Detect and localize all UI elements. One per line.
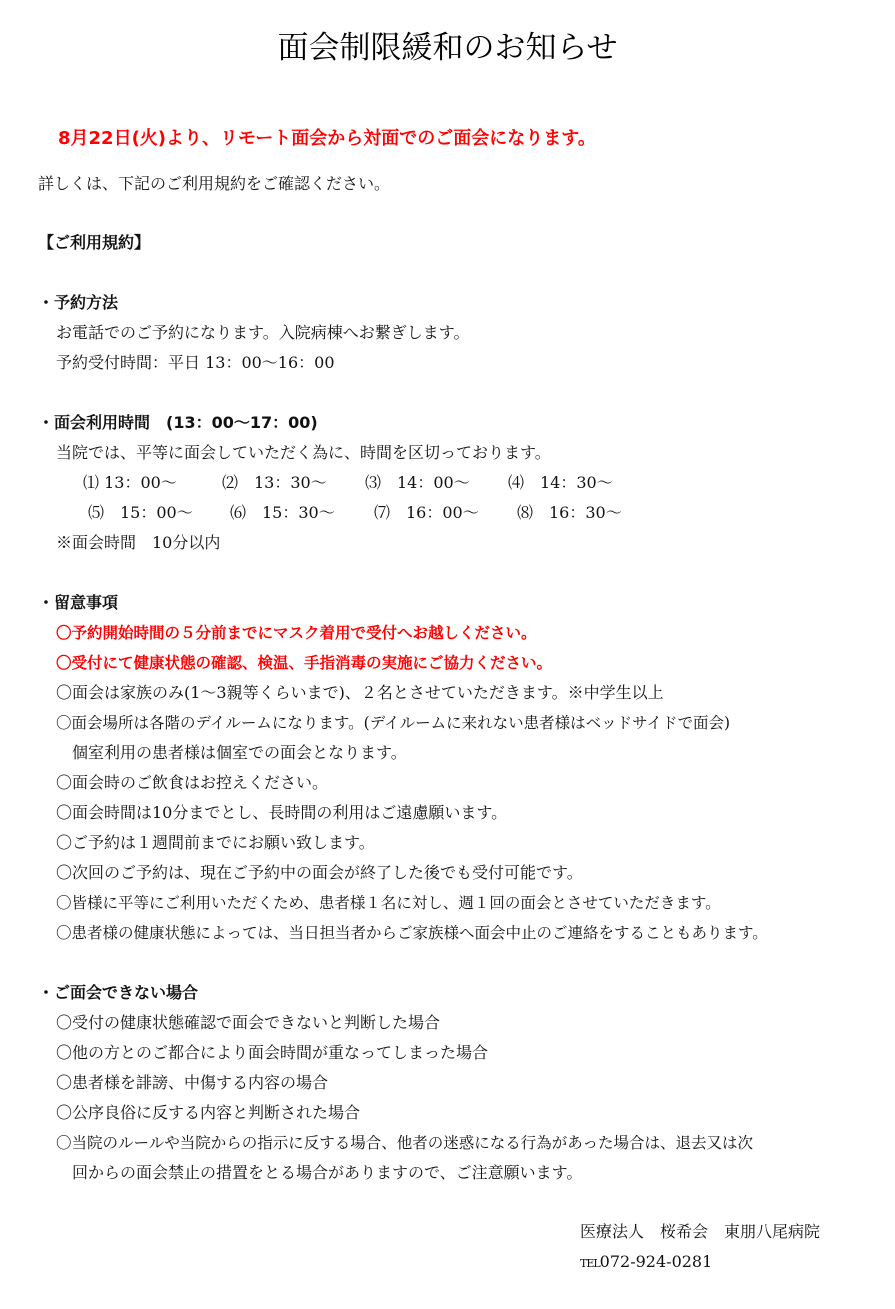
time-slot-8: ⑻ 16：30〜 [517,503,622,522]
notes-red-item-2: 〇受付にて健康状態の確認、検温、手指消毒の実施にご協力ください。 [56,654,553,672]
notes-item-5: 〇ご予約は１週間前までにお願い致します。 [56,833,375,852]
visiting-time-note: ※面会時間 10分以内 [56,533,221,552]
hospital-name: 医療法人 桜希会 東朋八尾病院 [580,1222,821,1241]
notes-heading: ・留意事項 [38,593,119,612]
page-title: 面会制限緩和のお知らせ [277,30,618,66]
notes-item-6: 〇次回のご予約は、現在ご予約中の面会が終了した後でも受付可能です。 [56,863,583,882]
intro-text: 詳しくは、下記のご利用規約をご確認ください。 [38,174,391,193]
reservation-line-1: お電話でのご予約になります。入院病棟へお繋ぎします。 [56,323,470,342]
time-slot-4: ⑷ 14：30〜 [508,473,613,492]
visiting-time-heading: ・面会利用時間 (13：00〜17：00) [38,413,318,432]
notes-item-2: 〇面会場所は各階のデイルームになります。(デイルームに来れない患者様はベッドサイドで面会) [56,714,731,732]
time-slot-1: ⑴ 13：00〜 [83,473,177,492]
not-allowed-item-2: 〇他の方とのご都合により面会時間が重なってしまった場合 [56,1043,489,1062]
reservation-heading: ・予約方法 [38,293,119,312]
time-slot-3: ⑶ 14：00〜 [365,473,470,492]
notes-red-item-1: 〇予約開始時間の５分前までにマスク着用で受付へお越しください。 [56,624,537,642]
notes-item-7: 〇皆様に平等にご利用いただくため、患者様１名に対し、週１回の面会とさせていただきます。 [56,894,721,912]
not-allowed-item-1: 〇受付の健康状態確認で面会できないと判断した場合 [56,1013,441,1032]
not-allowed-item-5-continued: 回からの面会禁止の措置をとる場合がありますので、ご注意願います。 [72,1163,583,1182]
notes-item-1: 〇面会は家族のみ(1〜3親等くらいまで)、２名とさせていただきます。※中学生以上 [56,683,664,702]
reservation-line-2: 予約受付時間：平日 13：00〜16：00 [56,353,335,372]
tel-label: TEL [580,1257,600,1270]
notes-item-4: 〇面会時間は10分までとし、長時間の利用はご遠慮願います。 [56,803,508,822]
visiting-time-description: 当院では、平等に面会していただく為に、時間を区切っております。 [56,443,551,462]
time-slot-5: ⑸ 15：00〜 [88,503,193,522]
time-slot-2: ⑵ 13：30〜 [222,473,327,492]
rules-heading: 【ご利用規約】 [38,233,151,252]
not-allowed-heading: ・ご面会できない場合 [38,983,199,1002]
not-allowed-item-3: 〇患者様を誹謗、中傷する内容の場合 [56,1073,329,1092]
tel-number: 072-924-0281 [599,1252,713,1271]
hospital-phone [580,1251,712,1275]
notes-item-2-continued: 個室利用の患者様は個室での面会となります。 [72,743,407,762]
notes-item-3: 〇面会時のご飲食はお控えください。 [56,773,329,792]
time-slot-6: ⑹ 15：30〜 [230,503,335,522]
time-slot-7: ⑺ 16：00〜 [374,503,479,522]
headline-notice: 8月22日(火)より、リモート面会から対面でのご面会になります。 [58,128,596,149]
not-allowed-item-5: 〇当院のルールや当院からの指示に反する場合、他者の迷惑になる行為があった場合は、退去又は次 [56,1134,754,1152]
notes-item-8: 〇患者様の健康状態によっては、当日担当者からご家族様へ面会中止のご連絡をすることもあります。 [56,924,768,942]
not-allowed-item-4: 〇公序良俗に反する内容と判断された場合 [56,1103,361,1122]
